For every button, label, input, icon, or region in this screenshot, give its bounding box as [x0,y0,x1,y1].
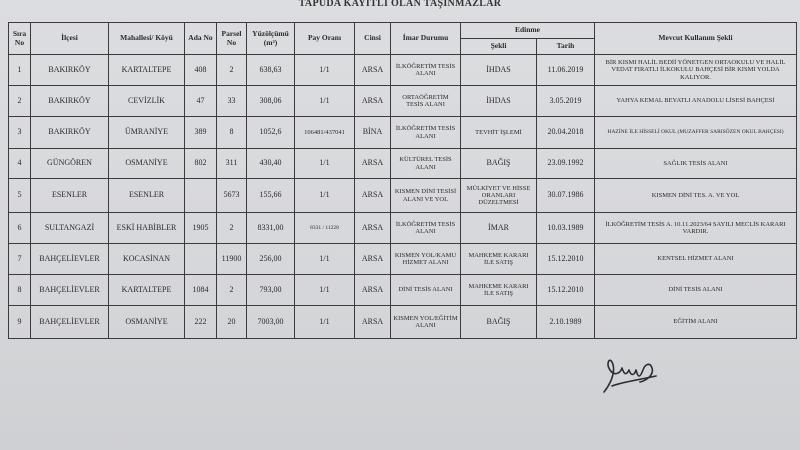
header-yuzolcum: Yüzölçümü (m²) [247,23,295,55]
cell-yuzolcum: 1052,6 [247,117,295,149]
cell-ilce: GÜNGÖREN [31,149,109,179]
header-parsel: Parsel No [217,23,247,55]
cell-yuzolcum: 793,00 [247,275,295,306]
cell-yuzolcum: 308,06 [247,86,295,117]
header-sira: Sıra No [9,23,31,55]
cell-mahalle: ESKİ HABİBLER [109,213,185,244]
cell-ada: 802 [185,149,217,179]
cell-pay: 1/1 [295,306,355,339]
cell-ada: 47 [185,86,217,117]
cell-ada: 1905 [185,213,217,244]
cell-sira: 3 [9,117,31,149]
cell-cinsi: ARSA [355,306,391,339]
cell-tarih: 15.12.2010 [537,275,595,306]
table-row [9,244,797,275]
cell-mahalle: CEVİZLİK [109,86,185,117]
cell-sira: 5 [9,179,31,213]
cell-ilce: ESENLER [31,179,109,213]
cell-tarih: 20.04.2018 [537,117,595,149]
header-pay: Pay Oranı [295,23,355,55]
cell-imar: ORTAÖĞRETİM TESİS ALANI [391,86,461,117]
table-row [9,86,797,117]
cell-mahalle: KOCASİNAN [109,244,185,275]
cell-pay: 106481/437041 [295,117,355,149]
cell-sekli: İHDAS [461,55,537,86]
cell-imar: İLKÖĞRETİM TESİS ALANI [391,117,461,149]
cell-mevcut: HAZİNE İLE HİSSELİ OKUL (MUZAFFER SARISÖZEN OKUL BAHÇESI) [595,117,797,149]
cell-ada: 389 [185,117,217,149]
cell-yuzolcum: 8331,00 [247,213,295,244]
cell-mevcut: DİNİ TESİS ALANI [595,275,797,306]
cell-tarih: 23.09.1992 [537,149,595,179]
cell-imar: KISMEN YOL/KAMU HİZMET ALANI [391,244,461,275]
cell-yuzolcum: 7003,00 [247,306,295,339]
cell-cinsi: ARSA [355,275,391,306]
document-title: TAPUDA KAYITLI OLAN TAŞINMAZLAR [298,0,502,9]
cell-ilce: BAKIRKÖY [31,86,109,117]
cell-mevcut: KENTSEL HİZMET ALANI [595,244,797,275]
cell-sekli: MÜLKİYET VE HİSSE ORANLARI DÜZELTMESİ [461,179,537,213]
cell-cinsi: ARSA [355,149,391,179]
cell-mahalle: KARTALTEPE [109,275,185,306]
cell-parsel: 8 [217,117,247,149]
cell-mevcut: İLKÖĞRETİM TESİS A. 10.11.2023/64 SAYILI MECLİS KARARI VARDIR. [595,213,797,244]
property-table [8,22,797,339]
cell-cinsi: ARSA [355,213,391,244]
cell-ilce: BAHÇELİEVLER [31,306,109,339]
cell-sira: 2 [9,86,31,117]
cell-ada: 1084 [185,275,217,306]
cell-parsel: 311 [217,149,247,179]
table-row [9,213,797,244]
cell-parsel: 33 [217,86,247,117]
cell-sira: 4 [9,149,31,179]
cell-pay: 1/1 [295,55,355,86]
cell-yuzolcum: 638,63 [247,55,295,86]
cell-imar: İLKÖĞRETİM TESİS ALANI [391,213,461,244]
cell-parsel: 2 [217,213,247,244]
cell-cinsi: ARSA [355,55,391,86]
cell-yuzolcum: 430,40 [247,149,295,179]
cell-mahalle: OSMANİYE [109,306,185,339]
header-tarih: Tarih [537,39,595,55]
cell-ada: 222 [185,306,217,339]
cell-pay: 1/1 [295,179,355,213]
cell-parsel: 11900 [217,244,247,275]
cell-pay: 1/1 [295,86,355,117]
cell-sekli: MAHKEME KARARI İLE SATIŞ [461,275,537,306]
cell-sira: 7 [9,244,31,275]
cell-yuzolcum: 256,00 [247,244,295,275]
cell-cinsi: BİNA [355,117,391,149]
cell-sekli: BAĞIŞ [461,149,537,179]
cell-parsel: 20 [217,306,247,339]
header-sekli: Şekli [461,39,537,55]
cell-pay: 1/1 [295,149,355,179]
cell-ada [185,244,217,275]
table-row [9,55,797,86]
cell-mevcut: SAĞLIK TESİS ALANI [595,149,797,179]
header-imar: İmar Durumu [391,23,461,55]
cell-parsel: 2 [217,275,247,306]
cell-imar: İLKÖĞRETİM TESİS ALANI [391,55,461,86]
cell-tarih: 2.10.1989 [537,306,595,339]
cell-sekli: TEVHİT İŞLEMİ [461,117,537,149]
header-mahalle: Mahallesi/ Köyü [109,23,185,55]
header-mevcut: Mevcut Kullanım Şekli [595,23,797,55]
cell-tarih: 10.03.1989 [537,213,595,244]
table-row [9,179,797,213]
cell-mahalle: OSMANİYE [109,149,185,179]
cell-tarih: 3.05.2019 [537,86,595,117]
cell-cinsi: ARSA [355,179,391,213]
cell-sekli: İHDAS [461,86,537,117]
cell-mevcut: KISMEN DİNİ TES. A. VE YOL [595,179,797,213]
cell-tarih: 11.06.2019 [537,55,595,86]
header-cinsi: Cinsi [355,23,391,55]
cell-imar: KISMEN DİNİ TESİSİ ALANI VE YOL [391,179,461,213]
cell-imar: DİNİ TESİS ALANI [391,275,461,306]
cell-sira: 8 [9,275,31,306]
cell-sira: 6 [9,213,31,244]
cell-sira: 9 [9,306,31,339]
cell-ada: 408 [185,55,217,86]
cell-sekli: BAĞIŞ [461,306,537,339]
cell-parsel: 5673 [217,179,247,213]
table-row [9,149,797,179]
cell-sekli: MAHKEME KARARI İLE SATIŞ [461,244,537,275]
cell-ilce: BAKIRKÖY [31,117,109,149]
cell-tarih: 15.12.2010 [537,244,595,275]
cell-mevcut: YAHYA KEMAL BEYATLI ANADOLU LİSESİ BAHÇESİ [595,86,797,117]
cell-mahalle: KARTALTEPE [109,55,185,86]
cell-imar: KÜLTÜREL TESİS ALANI [391,149,461,179]
cell-ilce: BAHÇELİEVLER [31,275,109,306]
table-row [9,117,797,149]
cell-mevcut: BİR KISMI HALİL BEDİİ YÖNETGEN ORTAOKULU VE HALİL VEDAT FIRATLI İLKOKULU BAHÇESİ BİR KISMI YOLDA KALIYOR. [595,55,797,86]
cell-parsel: 2 [217,55,247,86]
cell-cinsi: ARSA [355,244,391,275]
cell-sira: 1 [9,55,31,86]
table-row [9,275,797,306]
cell-pay: 8331 / 11228 [295,213,355,244]
cell-ilce: BAHÇELİEVLER [31,244,109,275]
cell-ilce: SULTANGAZİ [31,213,109,244]
cell-sekli: İMAR [461,213,537,244]
cell-mahalle: ESENLER [109,179,185,213]
cell-ilce: BAKIRKÖY [31,55,109,86]
cell-ada [185,179,217,213]
header-ilcesi: İlçesi [31,23,109,55]
cell-pay: 1/1 [295,244,355,275]
cell-cinsi: ARSA [355,86,391,117]
header-ada: Ada No [185,23,217,55]
cell-pay: 1/1 [295,275,355,306]
cell-tarih: 30.07.1986 [537,179,595,213]
cell-yuzolcum: 155,66 [247,179,295,213]
cell-mevcut: EĞİTİM ALANI [595,306,797,339]
signature-icon [598,352,662,398]
cell-imar: KISMEN YOL/EĞİTİM ALANI [391,306,461,339]
header-edinme: Edinme [461,23,595,39]
cell-mahalle: ÜMRANİYE [109,117,185,149]
table-row [9,306,797,339]
